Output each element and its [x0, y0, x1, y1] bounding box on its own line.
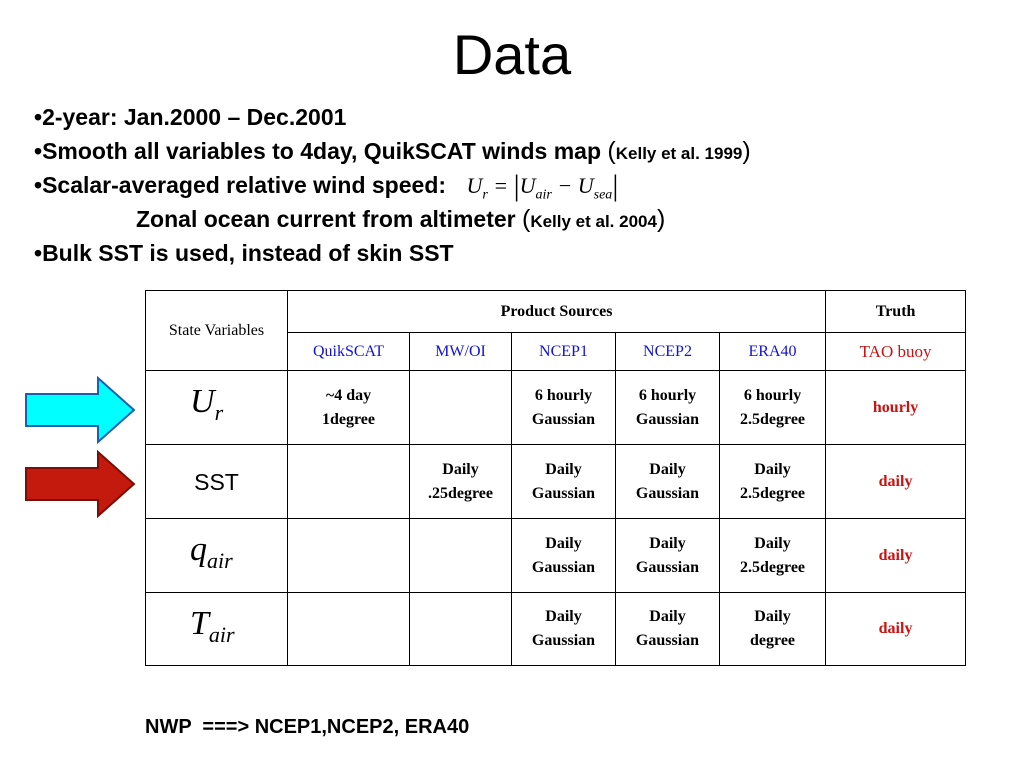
table-cell: [288, 445, 410, 519]
table-cell: [288, 519, 410, 593]
citation: Kelly et al. 1999: [615, 144, 743, 163]
product-sources-header: Product Sources: [288, 291, 826, 333]
source-quikscat: QuikSCAT: [288, 333, 410, 371]
bullet-text: Smooth all variables to 4day, QuikSCAT winds map: [42, 138, 608, 164]
slide-title: Data: [452, 23, 572, 86]
table-cell: Daily Gaussian: [512, 593, 616, 666]
right-arrow-icon: [24, 450, 136, 518]
table-cell: 6 hourly Gaussian: [512, 371, 616, 445]
table-cell: 6 hourly 2.5degree: [720, 371, 826, 445]
table-cell: Daily Gaussian: [512, 445, 616, 519]
table-cell: Daily Gaussian: [616, 593, 720, 666]
truth-header: Truth: [826, 291, 966, 333]
table-cell: [288, 593, 410, 666]
truth-source: TAO buoy: [826, 333, 966, 371]
variable-sst: SST: [146, 445, 288, 519]
source-era40: ERA40: [720, 333, 826, 371]
table-row: [146, 593, 966, 666]
citation: Kelly et al. 2004: [530, 212, 657, 231]
table-cell: Daily Gaussian: [616, 519, 720, 593]
bullet-zonal-current: Zonal ocean current from altimeter (Kelly et al. 2004): [136, 205, 666, 233]
table-cell: Daily .25degree: [410, 445, 512, 519]
bullet-text: Zonal ocean current from altimeter: [136, 206, 522, 232]
table-row: [146, 445, 966, 519]
truth-cell: daily: [826, 445, 966, 519]
truth-cell: hourly: [826, 371, 966, 445]
table-cell: Daily 2.5degree: [720, 445, 826, 519]
variable-tair: $T_{air}$: [146, 593, 288, 666]
source-ncep1: NCEP1: [512, 333, 616, 371]
bullet-text: Scalar-averaged relative wind speed: [42, 172, 439, 198]
bullet-bulk-sst: •Bulk SST is used, instead of skin SST: [34, 240, 454, 266]
bullet-date-range: •2-year: Jan.2000 – Dec.2001: [34, 104, 347, 130]
relative-wind-formula: $U_r = |U_{air} - U_{sea}|$: [466, 169, 619, 203]
bullet-smoothing: •Smooth all variables to 4day, QuikSCAT winds map (Kelly et al. 1999): [34, 137, 751, 165]
right-arrow-icon: [24, 376, 136, 444]
table-row: [146, 519, 966, 593]
bullet-text: Bulk SST is used, instead of skin SST: [42, 240, 454, 266]
state-variables-header: State Variables: [146, 291, 288, 371]
data-sources-table: [145, 290, 966, 666]
table-cell: Daily degree: [720, 593, 826, 666]
table-cell: [410, 519, 512, 593]
table-cell: [410, 593, 512, 666]
table-cell: Daily 2.5degree: [720, 519, 826, 593]
table-cell: Daily Gaussian: [512, 519, 616, 593]
variable-qair: $q_{air}$: [146, 519, 288, 593]
source-ncep2: NCEP2: [616, 333, 720, 371]
bullet-relative-wind: •Scalar-averaged relative wind speed: $U_r = |U_{air} - U_{sea}|$: [34, 169, 619, 203]
source-mwoi: MW/OI: [410, 333, 512, 371]
bullet-list: [34, 100, 1014, 270]
variable-ur: $U_r$: [146, 371, 288, 445]
table-row: [146, 371, 966, 445]
truth-cell: daily: [826, 593, 966, 666]
table-cell: Daily Gaussian: [616, 445, 720, 519]
table-cell: [410, 371, 512, 445]
table-cell: 6 hourly Gaussian: [616, 371, 720, 445]
nwp-footer: NWP ===> NCEP1,NCEP2, ERA40: [145, 716, 470, 738]
bullet-text: 2-year: Jan.2000 – Dec.2001: [42, 104, 347, 130]
truth-cell: daily: [826, 519, 966, 593]
table-cell: ~4 day 1degree: [288, 371, 410, 445]
